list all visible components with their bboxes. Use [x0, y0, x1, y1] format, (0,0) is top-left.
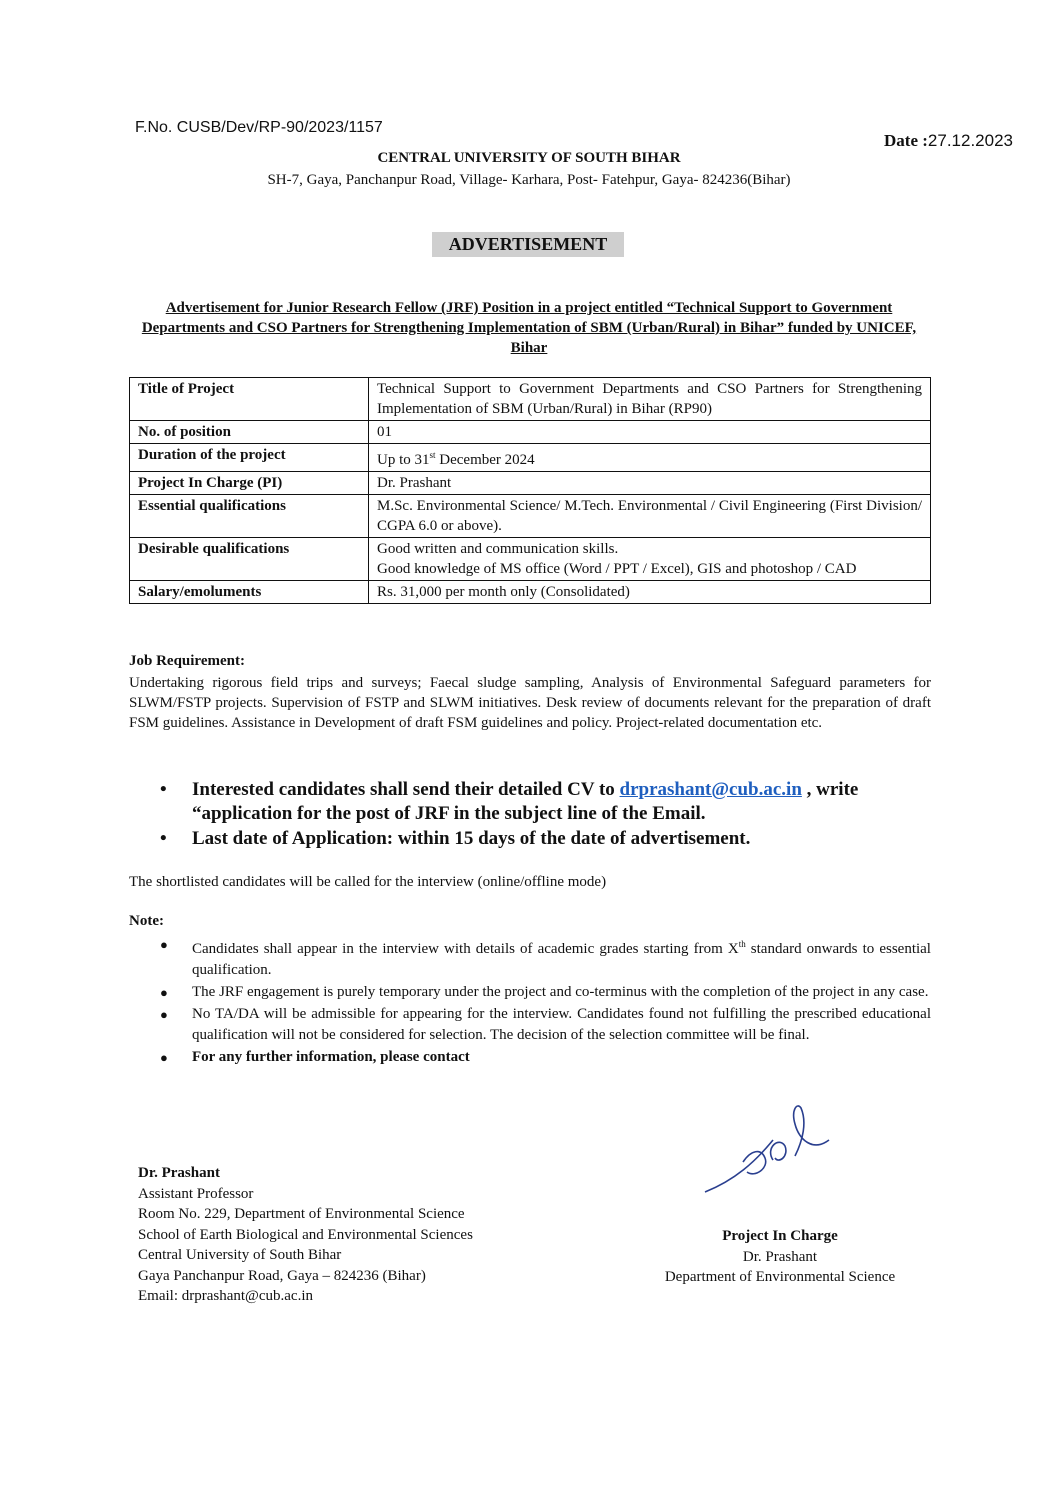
date-label: Date : [884, 131, 928, 150]
row-value [369, 538, 931, 581]
list-item [160, 1047, 931, 1068]
advertisement-title: ADVERTISEMENT [432, 232, 624, 257]
list-item [160, 778, 940, 826]
row-value: 01 [369, 421, 931, 444]
list-item [160, 827, 940, 851]
signatory-name: Dr. Prashant [742, 1248, 818, 1265]
desirable-line: Good knowledge of MS office (Word / PPT / Excel), GIS and photoshop / CAD [377, 561, 857, 577]
row-value: Rs. 31,000 per month only (Consolidated) [369, 581, 931, 604]
file-number: F.No. CUSB/Dev/RP-90/2023/1157 [135, 119, 383, 136]
duration-text-end: December 2024 [435, 452, 535, 468]
note-text: For any further information, please contact [192, 1049, 470, 1065]
apply-text-end: , write “application for the post of JRF in the subject line of the Email. [192, 779, 859, 824]
bullet-dot-icon: ● [160, 1007, 168, 1022]
list-item [160, 934, 931, 981]
contact-designation: Assistant Professor [138, 1185, 254, 1202]
table-row [130, 581, 931, 604]
signatory-department: Department of Environmental Science [664, 1269, 896, 1285]
bullet-dot-icon: ● [160, 1050, 168, 1065]
apply-text: Interested candidates shall send their detailed CV to [192, 779, 620, 800]
list-item [160, 982, 931, 1003]
row-value: Dr. Prashant [369, 472, 931, 495]
duration-text: Up to 31 [377, 452, 430, 468]
signature-icon [695, 1100, 865, 1200]
shortlist-text: The shortlisted candidates will be called for the interview (online/offline mode) [129, 874, 607, 890]
contact-university: Central University of South Bihar [138, 1247, 342, 1263]
bullet-dot-icon: ● [160, 937, 168, 952]
desirable-line: Good written and communication skills. [377, 541, 619, 557]
row-value: Technical Support to Government Departments and CSO Partners for Strengthening Implementation of SBM (Urban/Rural) in Bihar (RP90) [369, 378, 931, 421]
contact-block [138, 1163, 473, 1307]
contact-room: Room No. 229, Department of Environmental Science [138, 1206, 465, 1222]
contact-school: School of Earth Biological and Environmental Sciences [138, 1226, 473, 1243]
table-row [130, 378, 931, 421]
row-label: Desirable qualifications [130, 538, 369, 581]
email-link[interactable]: drprashant@cub.ac.in [619, 779, 802, 800]
note-text: No TA/DA will be admissible for appearing for the interview. Candidates found not fulfilling the prescribed educational qualification will not be considered for selection. The decision of the selection committee will be final. [192, 1006, 931, 1043]
job-requirement-heading: Job Requirement: [129, 653, 245, 669]
note-text: Candidates shall appear in the interview with details of academic grades starting from X [192, 941, 739, 957]
row-label: Title of Project [130, 378, 369, 421]
signatory-title: Project In Charge [722, 1228, 838, 1244]
bullet-dot-icon: • [160, 828, 167, 849]
table-row [130, 495, 931, 538]
row-label: Project In Charge (PI) [130, 472, 369, 495]
row-value: M.Sc. Environmental Science/ M.Tech. Environmental / Civil Engineering (First Division/ CGPA 6.0 or above). [369, 495, 931, 538]
note-text-end: standard onwards to essential qualification. [192, 941, 931, 978]
contact-name: Dr. Prashant [138, 1165, 220, 1181]
last-date-text: Last date of Application: within 15 days of the date of advertisement. [192, 828, 751, 849]
table-row [130, 444, 931, 472]
position-details-table [129, 377, 931, 604]
contact-address: Gaya Panchanpur Road, Gaya – 824236 (Bihar) [138, 1267, 426, 1284]
note-text: The JRF engagement is purely temporary under the project and co-terminus with the completion of the project in any case. [192, 984, 929, 1000]
table-row [130, 538, 931, 581]
note-list [160, 934, 931, 1069]
duration-ordinal: st [429, 450, 436, 460]
university-name: CENTRAL UNIVERSITY OF SOUTH BIHAR [377, 150, 681, 166]
handwritten-signature [695, 1100, 865, 1205]
row-label: Duration of the project [130, 444, 369, 472]
application-instructions [160, 778, 940, 852]
date-value: 27.12.2023 [927, 131, 1013, 150]
note-ordinal: th [738, 939, 746, 949]
bullet-dot-icon: • [160, 779, 167, 800]
note-heading: Note: [129, 913, 164, 929]
row-label: Salary/emoluments [130, 581, 369, 604]
contact-email: Email: drprashant@cub.ac.in [138, 1288, 314, 1304]
row-label: Essential qualifications [130, 495, 369, 538]
row-value [369, 444, 931, 472]
advertisement-subject: Advertisement for Junior Research Fellow (JRF) Position in a project entitled “Technical Support to Government Departments and CSO Partners for Strengthening Implementation of SBM (Urban/Rural) in Bihar” funded by UNICEF, Bihar [141, 300, 917, 356]
list-item [160, 1004, 931, 1046]
bullet-dot-icon: ● [160, 985, 168, 1000]
job-requirement-text: Undertaking rigorous field trips and surveys; Faecal sludge sampling, Analysis of Environmental Safeguard parameters for SLWM/FSTP projects. Supervision of FSTP and SLWM initiatives. Desk review of documents relevant for the preparation of draft FSM guidelines. Assistance in Development of draft FSM guidelines and policy. Project-related documentation etc. [129, 675, 931, 731]
table-row [130, 421, 931, 444]
row-label: No. of position [130, 421, 369, 444]
signatory-block [630, 1226, 930, 1288]
document-date [884, 131, 1013, 151]
university-address: SH-7, Gaya, Panchanpur Road, Village- Karhara, Post- Fatehpur, Gaya- 824236(Bihar) [267, 172, 791, 188]
table-row [130, 472, 931, 495]
